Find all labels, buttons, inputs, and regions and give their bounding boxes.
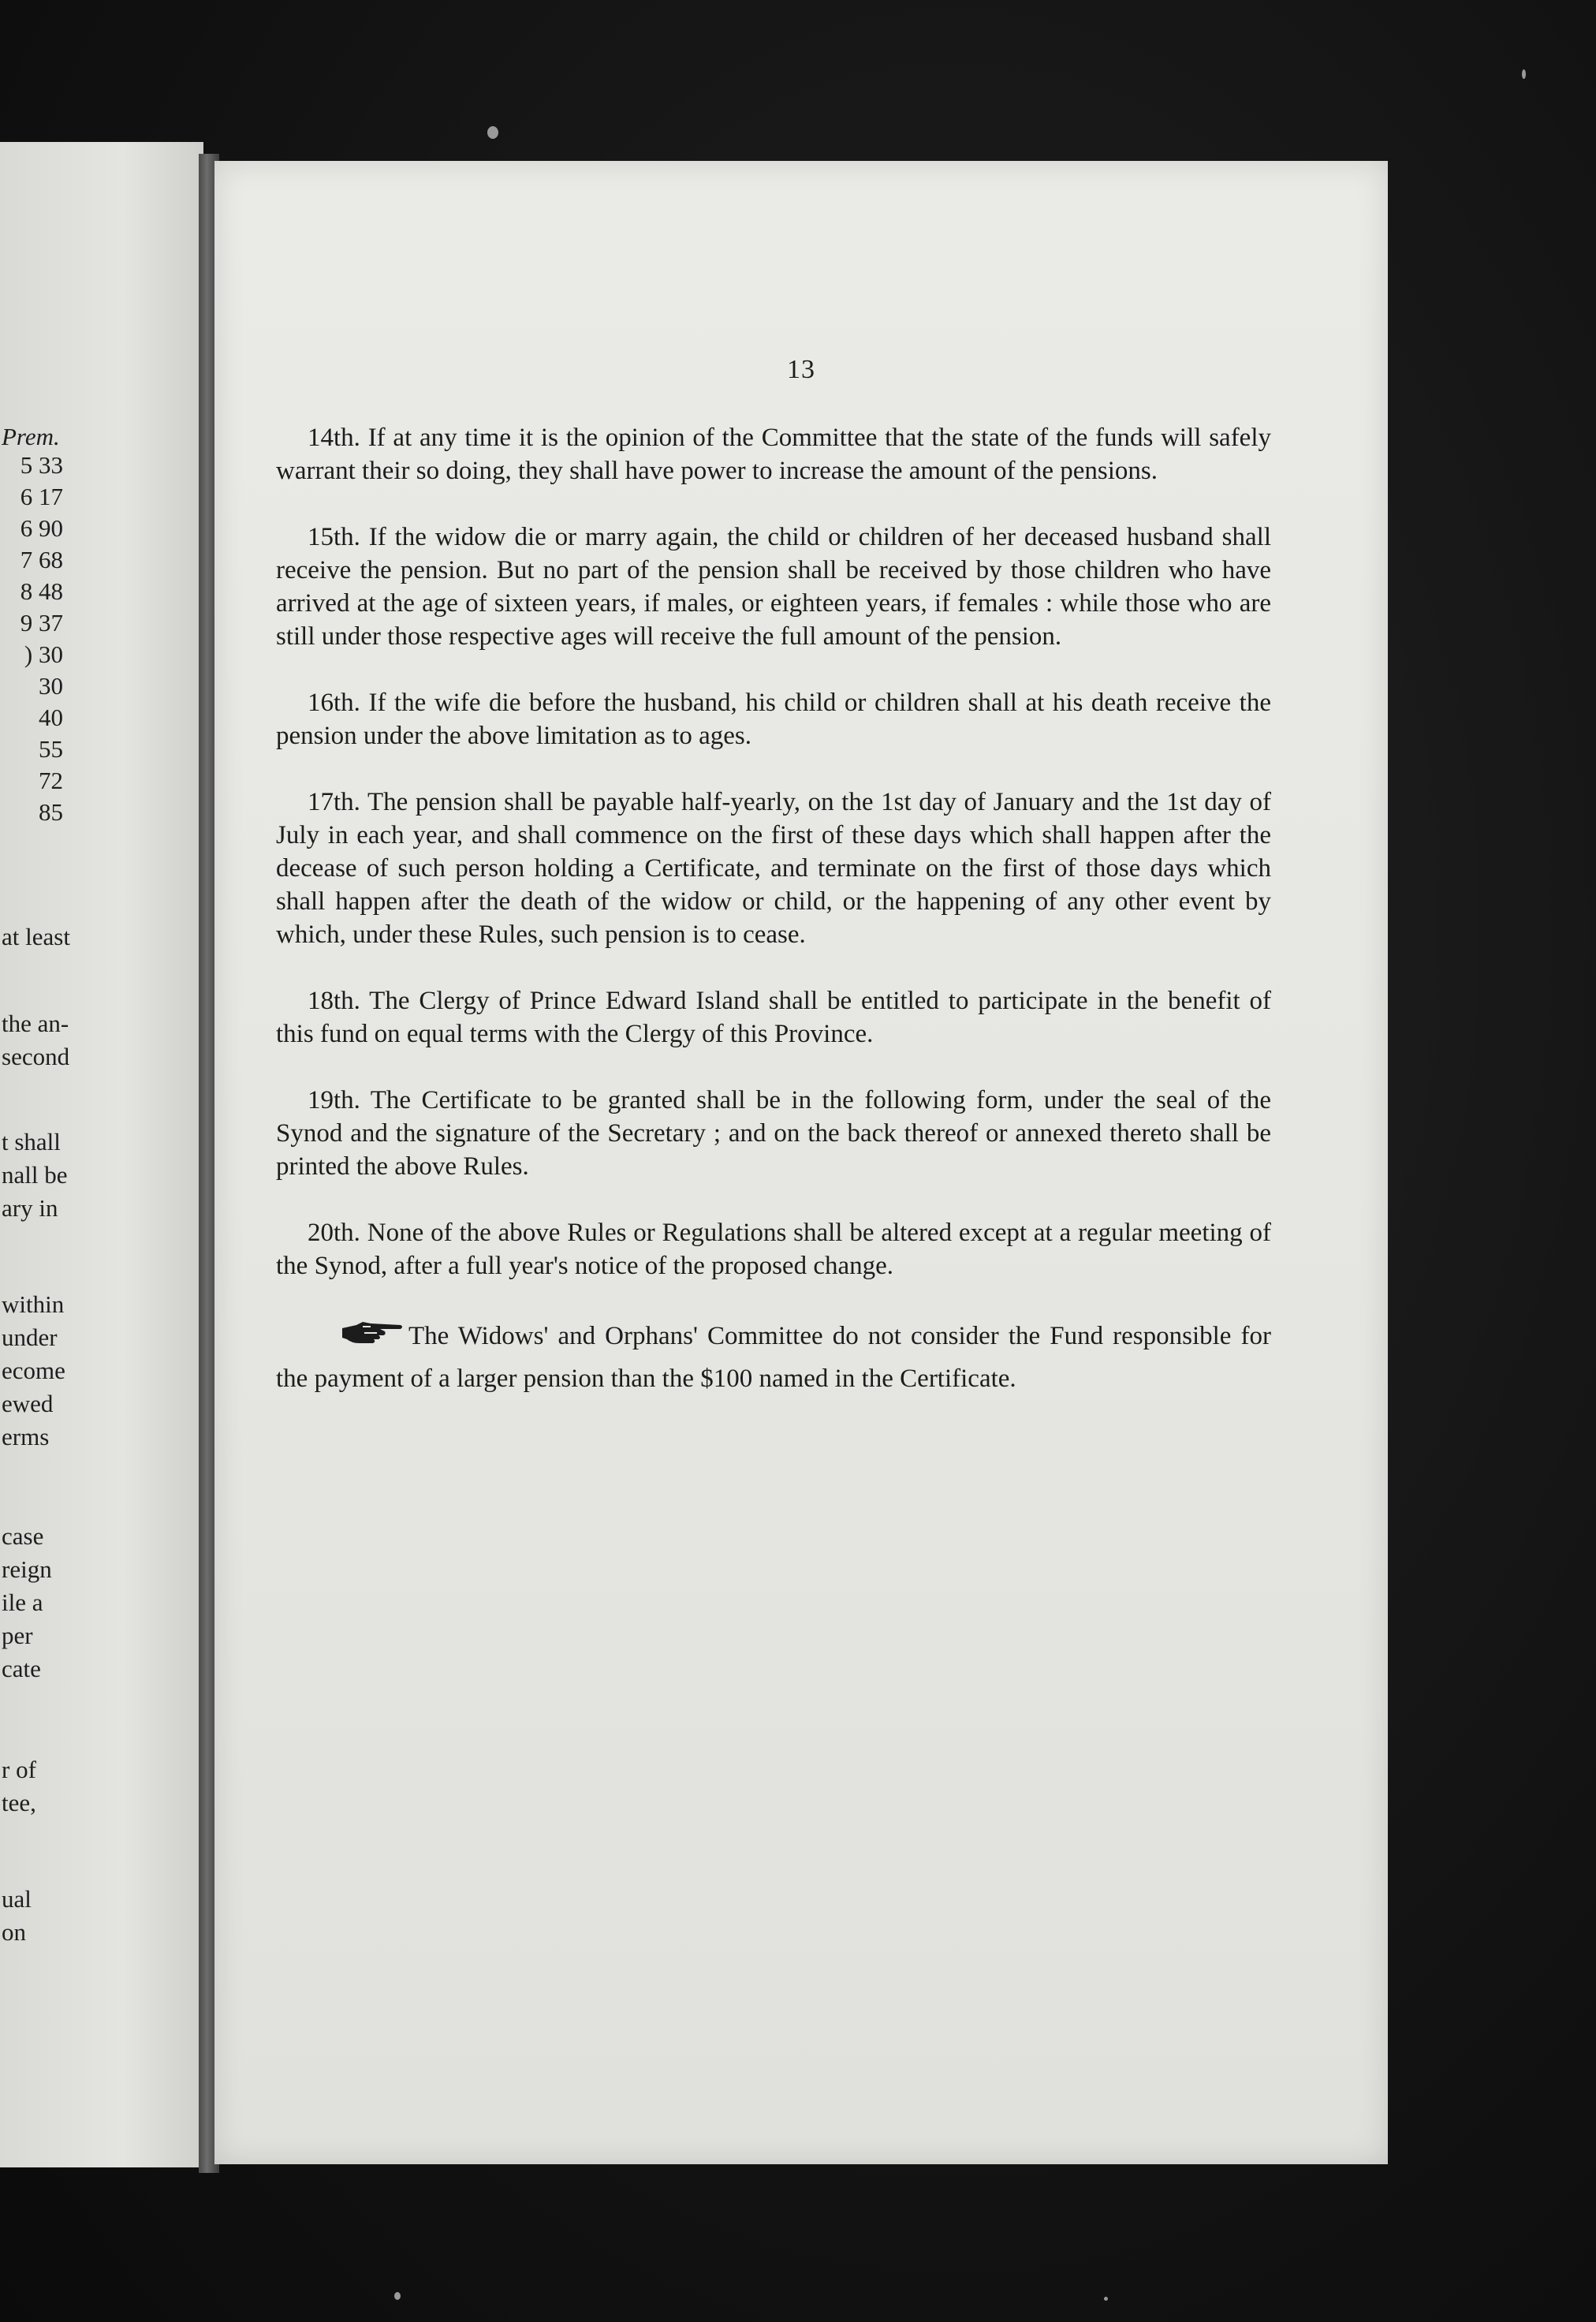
rule-text: The pension shall be payable half-yearly, on the 1st day of January and the 1st day of July in each year, and shall commence on the first of these days which shall happen after the decease of such person holding a Certificate, and terminate on the first of those days which shall happen after the death of the widow or child, or the happening of any other event by which, under these Rules, such pension is to cease. [276, 788, 1271, 949]
committee-note [276, 1316, 1271, 1399]
premium-table-row: 6 90 [20, 514, 63, 542]
left-page-text-fragment: under [2, 1323, 58, 1351]
scan-speck [1522, 69, 1526, 79]
rule-text: If the widow die or marry again, the child or children of her deceased husband shall receive the pension. But no part of the pension shall be received by those children who have arrived at the age of sixteen years, if males, or eighteen years, if females : while those who are still under those respective ages will receive the full amount of the pension. [276, 523, 1271, 651]
premium-table-row: 72 [39, 767, 63, 794]
left-page-text-fragment: t shall [2, 1128, 61, 1155]
left-page-text-fragment: second [2, 1043, 70, 1070]
rule-text: The Certificate to be granted shall be in the following form, under the seal of the Synod and the signature of the Secretary ; and on the back thereof or annexed thereto shall be printed the above Rules. [276, 1086, 1271, 1181]
rule-19-paragraph [276, 1084, 1271, 1183]
premium-table-row: ) 30 [24, 640, 63, 668]
pointing-hand-icon [308, 1317, 405, 1358]
left-page-text-fragment: tee, [2, 1789, 36, 1816]
rule-number: 16th. [308, 689, 360, 717]
left-page-text-fragment: ary in [2, 1194, 58, 1222]
premium-table-row: 9 37 [20, 609, 63, 636]
rule-number: 19th. [308, 1086, 360, 1114]
left-page-header: Prem. [2, 423, 60, 450]
rule-text: None of the above Rules or Regulations shall be altered except at a regular meeting of the Synod, after a full year's notice of the proposed change. [276, 1219, 1271, 1280]
premium-table-row: 55 [39, 735, 63, 763]
left-page-text-fragment: within [2, 1290, 65, 1318]
left-facing-page [0, 142, 203, 2167]
rule-number: 18th. [308, 987, 360, 1015]
left-page-text-fragment: r of [2, 1756, 36, 1783]
premium-table-row: 6 17 [20, 483, 63, 510]
left-page-text-fragment: case [2, 1522, 44, 1550]
rule-text: If the wife die before the husband, his child or children shall at his death receive the pension under the above limitation as to ages. [276, 689, 1271, 750]
scan-speck [487, 126, 498, 139]
left-page-text-fragment: ecome [2, 1357, 65, 1384]
left-page-text-fragment: ewed [2, 1390, 54, 1417]
premium-table-row: 85 [39, 798, 63, 826]
left-page-text-fragment: nall be [2, 1161, 68, 1189]
rule-number: 20th. [308, 1219, 360, 1247]
scan-speck [394, 2292, 401, 2300]
left-page-text-fragment: at least [2, 923, 70, 950]
left-page-text-fragment: per [2, 1622, 33, 1649]
rule-text: The Clergy of Prince Edward Island shall be entitled to participate in the benefit of this fund on equal terms with the Clergy of this Province. [276, 987, 1271, 1048]
rule-number: 15th. [308, 523, 360, 551]
note-text: The Widows' and Orphans' Committee do not consider the Fund responsible for the payment of a larger pension than the $100 named in the Certificate. [276, 1322, 1271, 1394]
premium-table-row: 40 [39, 704, 63, 731]
left-page-text-fragment: ual [2, 1885, 32, 1913]
left-page-text-fragment: on [2, 1918, 26, 1946]
rule-14-paragraph [276, 421, 1271, 487]
rule-text: If at any time it is the opinion of the Committee that the state of the funds will safely warrant their so doing, they shall have power to increase the amount of the pensions. [276, 424, 1271, 485]
left-page-text-fragment: erms [2, 1423, 50, 1450]
left-page-text-fragment: the an- [2, 1010, 69, 1037]
rule-15-paragraph [276, 521, 1271, 653]
left-page-text-fragment: reign [2, 1555, 52, 1583]
rule-16-paragraph [276, 686, 1271, 752]
premium-table-row: 8 48 [20, 577, 63, 605]
main-page [214, 161, 1388, 2164]
rule-number: 17th. [308, 788, 360, 816]
premium-table-row: 30 [39, 672, 63, 700]
rule-20-paragraph [276, 1216, 1271, 1282]
rule-17-paragraph [276, 786, 1271, 951]
rules-text-block [276, 421, 1271, 1399]
rule-18-paragraph [276, 984, 1271, 1051]
scan-speck [1104, 2297, 1108, 2301]
rule-number: 14th. [308, 424, 360, 452]
left-page-text-fragment: cate [2, 1655, 41, 1682]
page-number: 13 [787, 355, 815, 384]
left-page-text-fragment: ile a [2, 1588, 43, 1616]
premium-table-row: 7 68 [20, 546, 63, 573]
premium-table-row: 5 33 [20, 451, 63, 479]
